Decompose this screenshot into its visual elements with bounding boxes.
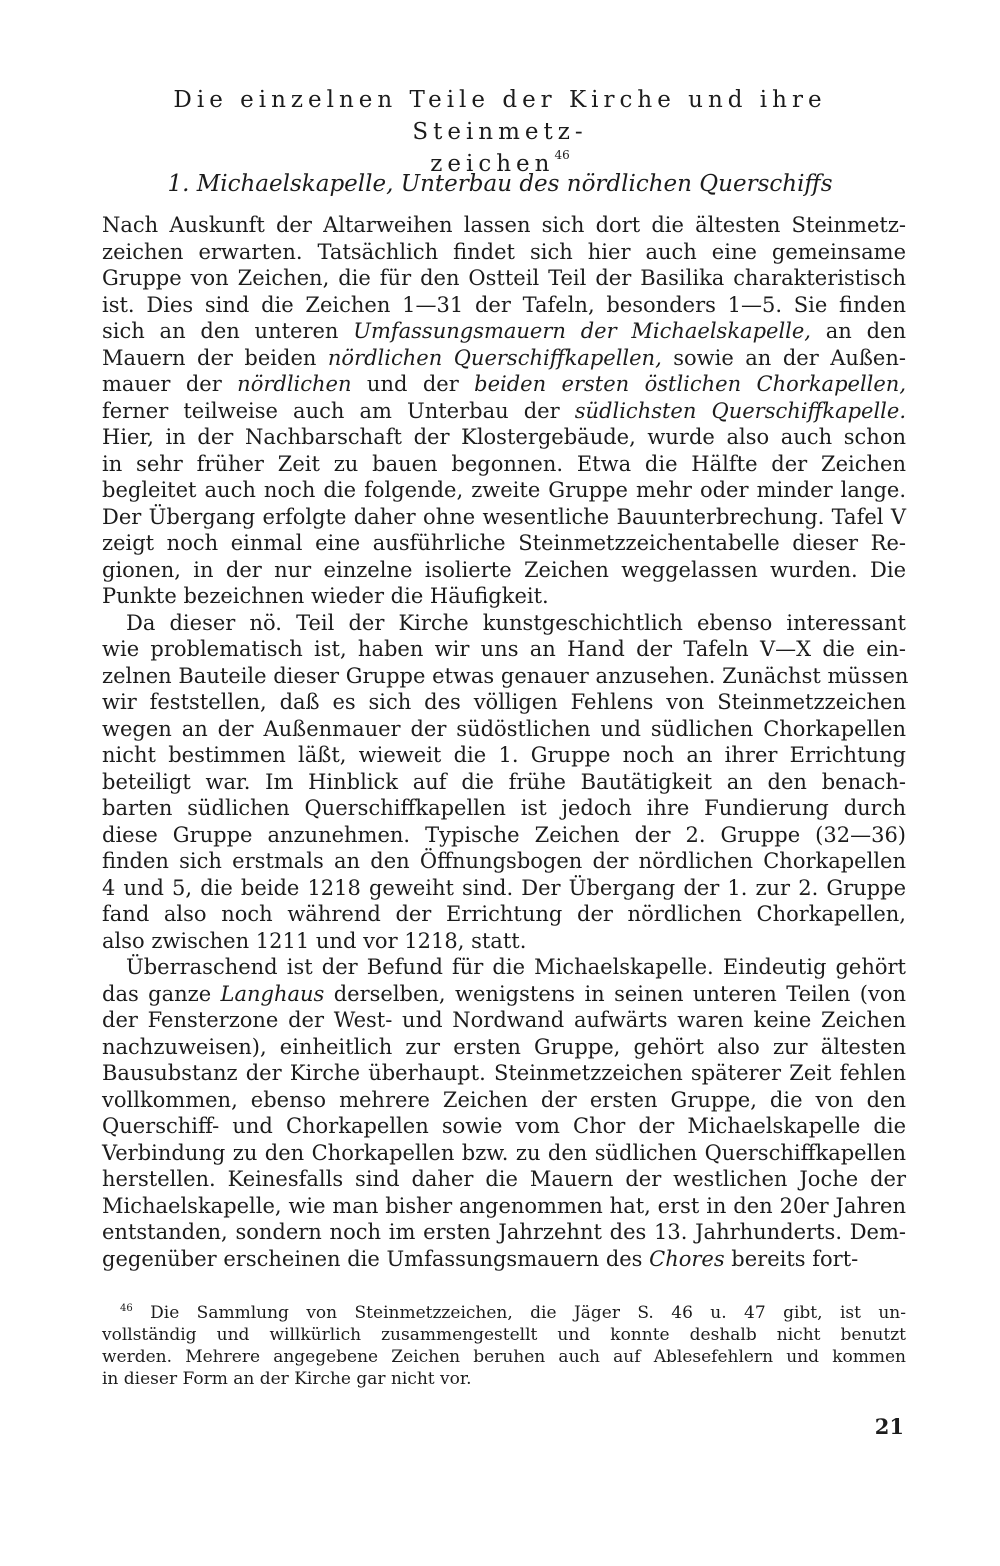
text-line: Der Übergang erfolgte daher ohne wesentliche Bauunterbrechung. Tafel V: [102, 504, 906, 529]
text-line: Da dieser nö. Teil der Kirche kunstgeschichtlich ebenso interessant: [126, 610, 906, 635]
text-segment: mauer der: [102, 372, 238, 396]
text-segment: derselben, wenigstens in seinen unteren Teilen (von: [324, 981, 907, 1006]
text-line: zeigt noch einmal eine ausführliche Steinmetzzeichentabelle dieser Re-: [102, 531, 906, 555]
emphasis-text: Chores: [649, 1246, 725, 1271]
text-line: Punkte bezeichnen wieder die Häufigkeit.: [102, 584, 549, 608]
text-line: wir feststellen, daß es sich des völligen Fehlens von Steinmetzzeichen: [102, 690, 906, 714]
text-line: 4 und 5, die beide 1218 geweiht sind. Der Übergang der 1. zur 2. Gruppe: [102, 875, 906, 900]
text-line: nachzuweisen), einheitlich zur ersten Gruppe, gehört also zur ältesten: [102, 1034, 906, 1059]
text-segment: gegenüber erscheinen die Umfassungsmauern des: [102, 1246, 650, 1271]
text-line: der Fensterzone der West- und Nordwand aufwärts waren keine Zeichen: [102, 1008, 906, 1032]
text-segment: sich an den unteren: [102, 319, 354, 343]
footnote-line: [102, 1302, 906, 1324]
text-segment: bereits fort-: [724, 1246, 859, 1271]
text-segment: das ganze: [102, 981, 221, 1006]
footnote-number: 46: [120, 1303, 133, 1314]
text-line: Bausubstanz der Kirche überhaupt. Steinmetzzeichen späterer Zeit fehlen: [102, 1061, 906, 1085]
text-line: [102, 345, 906, 372]
heading-footnote-ref[interactable]: 46: [554, 148, 570, 162]
text-segment: sowie an der Außen-: [661, 345, 906, 370]
text-line: finden sich erstmals an den Öffnungsbogen der nördlichen Chorkapellen: [102, 849, 906, 873]
text-line: zelnen Bauteile dieser Gruppe etwas genauer anzusehen. Zunächst müssen: [102, 663, 909, 688]
text-line: Gruppe von Zeichen, die für den Ostteil Teil der Basilika charakteristisch: [102, 266, 906, 290]
footnote-text: Die Sammlung von Steinmetzzeichen, die Jäger S. 46 u. 47 gibt, ist un-: [132, 1303, 906, 1323]
footnote-line: vollständig und willkürlich zusammengestellt und konnte deshalb nicht benutzt: [102, 1325, 906, 1345]
emphasis-text: Umfassungsmauern der Michaelskapelle,: [353, 319, 811, 343]
heading-line-1: Die einzelnen Teile der Kirche und ihre Steinmetz-: [173, 87, 827, 145]
text-line: wie problematisch ist, haben wir uns an Hand der Tafeln V—X die ein-: [102, 637, 906, 661]
text-line: beteiligt war. Im Hinblick auf die frühe Bautätigkeit an den benach-: [102, 769, 906, 794]
text-line: Querschiff- und Chorkapellen sowie vom Chor der Michaelskapelle die: [102, 1114, 906, 1138]
emphasis-text: beiden ersten östlichen Chorkapellen,: [474, 372, 907, 396]
text-line: [102, 1246, 906, 1273]
text-line: nicht bestimmen läßt, wieweit die 1. Gruppe noch an ihrer Errichtung: [102, 743, 906, 767]
subsection-heading: 1. Michaelskapelle, Unterbau des nördlichen Querschiffs: [167, 171, 833, 197]
page-number: 21: [874, 1414, 904, 1439]
section-heading: [80, 84, 920, 180]
text-line: entstanden, sondern noch im ersten Jahrzehnt des 13. Jahrhunderts. Dem-: [102, 1220, 906, 1244]
emphasis-text: nördlichen: [237, 372, 352, 396]
footnote-line: in dieser Form an der Kirche gar nicht vor.: [102, 1369, 472, 1389]
text-line: herstellen. Keinesfalls sind daher die Mauern der westlichen Joche der: [102, 1167, 906, 1191]
heading-line-2-text: zeichen: [430, 151, 555, 177]
text-line: [102, 398, 906, 425]
text-line: fand also noch während der Errichtung der nördlichen Chorkapellen,: [102, 902, 906, 926]
emphasis-text: Langhaus: [220, 981, 325, 1006]
text-line: Verbindung zu den Chorkapellen bzw. zu den südlichen Querschiffkapellen: [102, 1140, 906, 1165]
text-segment: Mauern der beiden: [102, 345, 328, 370]
text-line: gionen, in der nur einzelne isolierte Zeichen weggelassen wurden. Die: [102, 557, 906, 582]
text-segment: und der: [351, 372, 475, 396]
text-line: ist. Dies sind die Zeichen 1—31 der Tafeln, besonders 1—5. Sie finden: [102, 292, 906, 317]
footnote-line: werden. Mehrere angegebene Zeichen beruhen auch auf Ablesefehlern und kommen: [102, 1347, 906, 1367]
text-line: also zwischen 1211 und vor 1218, statt.: [102, 928, 527, 953]
text-line: [102, 318, 906, 345]
text-line: wegen an der Außenmauer der südöstlichen und südlichen Chorkapellen: [102, 716, 906, 741]
text-line: begleitet auch noch die folgende, zweite Gruppe mehr oder minder lange.: [102, 478, 906, 502]
text-line: barten südlichen Querschiffkapellen ist jedoch ihre Fundierung durch: [102, 796, 906, 820]
footnote: [102, 1302, 906, 1390]
text-line: vollkommen, ebenso mehrere Zeichen der ersten Gruppe, die von den: [102, 1087, 906, 1112]
text-line: [102, 371, 906, 398]
text-line: in sehr früher Zeit zu bauen begonnen. Etwa die Hälfte der Zeichen: [102, 451, 906, 476]
emphasis-text: nördlichen Querschiffkapellen,: [327, 345, 662, 370]
body-text: [102, 212, 909, 1272]
text-line: diese Gruppe anzunehmen. Typische Zeichen der 2. Gruppe (32—36): [102, 822, 906, 847]
text-line: Michaelskapelle, wie man bisher angenommen hat, erst in den 20er Jahren: [102, 1193, 906, 1218]
text-segment: ferner teilweise auch am Unterbau der: [102, 398, 575, 423]
text-line: Überraschend ist der Befund für die Michaelskapelle. Eindeutig gehört: [126, 955, 906, 979]
text-line: [102, 981, 906, 1008]
text-line: zeichen erwarten. Tatsächlich findet sich hier auch eine gemeinsame: [102, 239, 906, 264]
text-line: Hier, in der Nachbarschaft der Klostergebäude, wurde also auch schon: [102, 425, 906, 449]
text-segment: an den: [811, 319, 906, 343]
emphasis-text: südlichsten Querschiffkapelle.: [574, 398, 906, 423]
text-line: Nach Auskunft der Altarweihen lassen sich dort die ältesten Steinmetz-: [102, 213, 906, 237]
